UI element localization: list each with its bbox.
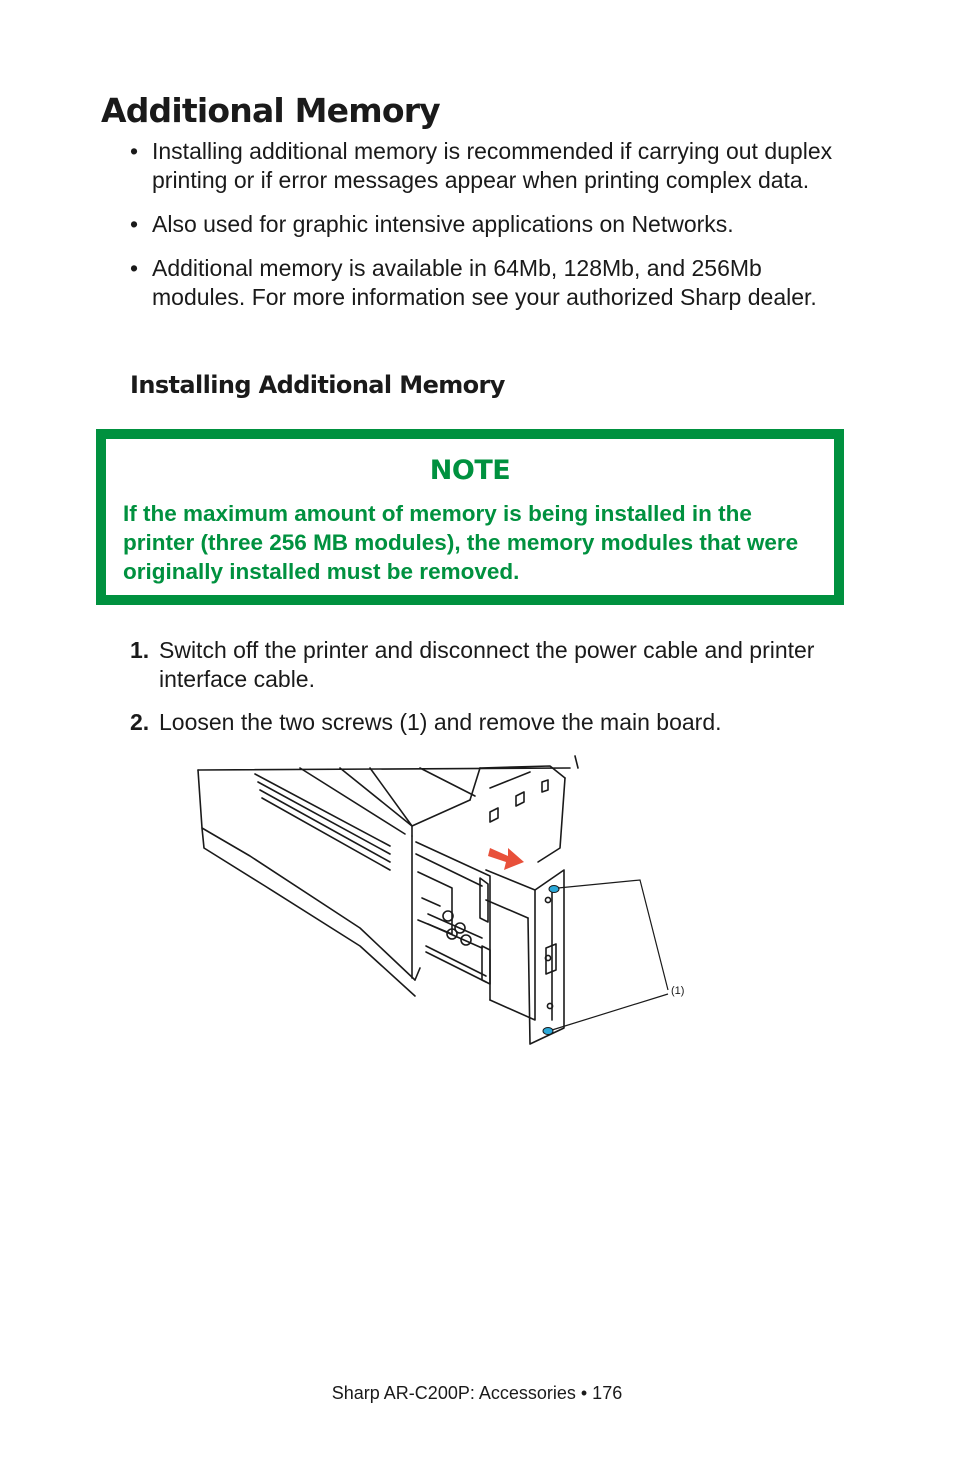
bullet-text: Additional memory is available in 64Mb, 128Mb, and 256Mb modules. For more information see your authorized Sharp dealer. bbox=[152, 255, 817, 310]
step-list bbox=[130, 636, 860, 751]
section-heading: Installing Additional Memory bbox=[130, 371, 505, 399]
step-text: Loosen the two screws (1) and remove the main board. bbox=[159, 709, 722, 735]
step-number: 1. bbox=[130, 637, 150, 663]
step-text: Switch off the printer and disconnect the power cable and printer interface cable. bbox=[159, 637, 815, 692]
step-item bbox=[130, 636, 860, 694]
step-number: 2. bbox=[130, 709, 150, 735]
bullet-glyph: • bbox=[130, 211, 139, 237]
step-item bbox=[130, 708, 860, 737]
printer-line-drawing bbox=[190, 738, 710, 1050]
list-item bbox=[130, 137, 860, 195]
printer-main-board-illustration bbox=[190, 738, 710, 1050]
note-title: NOTE bbox=[429, 455, 511, 486]
list-item bbox=[130, 254, 860, 312]
bullet-text: Installing additional memory is recommended if carrying out duplex printing or if error messages appear when printing complex data. bbox=[152, 138, 833, 193]
note-text: If the maximum amount of memory is being installed in the printer (three 256 MB modules), the memory modules that were originally installed must be removed. bbox=[123, 501, 799, 584]
bullet-text: Also used for graphic intensive applications on Networks. bbox=[152, 211, 734, 237]
note-box bbox=[96, 429, 844, 605]
screw-callout-label: (1) bbox=[671, 985, 685, 997]
bullet-glyph: • bbox=[130, 138, 139, 164]
bullet-glyph: • bbox=[130, 255, 139, 281]
list-item bbox=[130, 210, 860, 239]
page-footer: Sharp AR-C200P: Accessories • 176 bbox=[331, 1383, 623, 1403]
page-title: Additional Memory bbox=[101, 91, 440, 130]
bullet-list bbox=[130, 137, 860, 327]
